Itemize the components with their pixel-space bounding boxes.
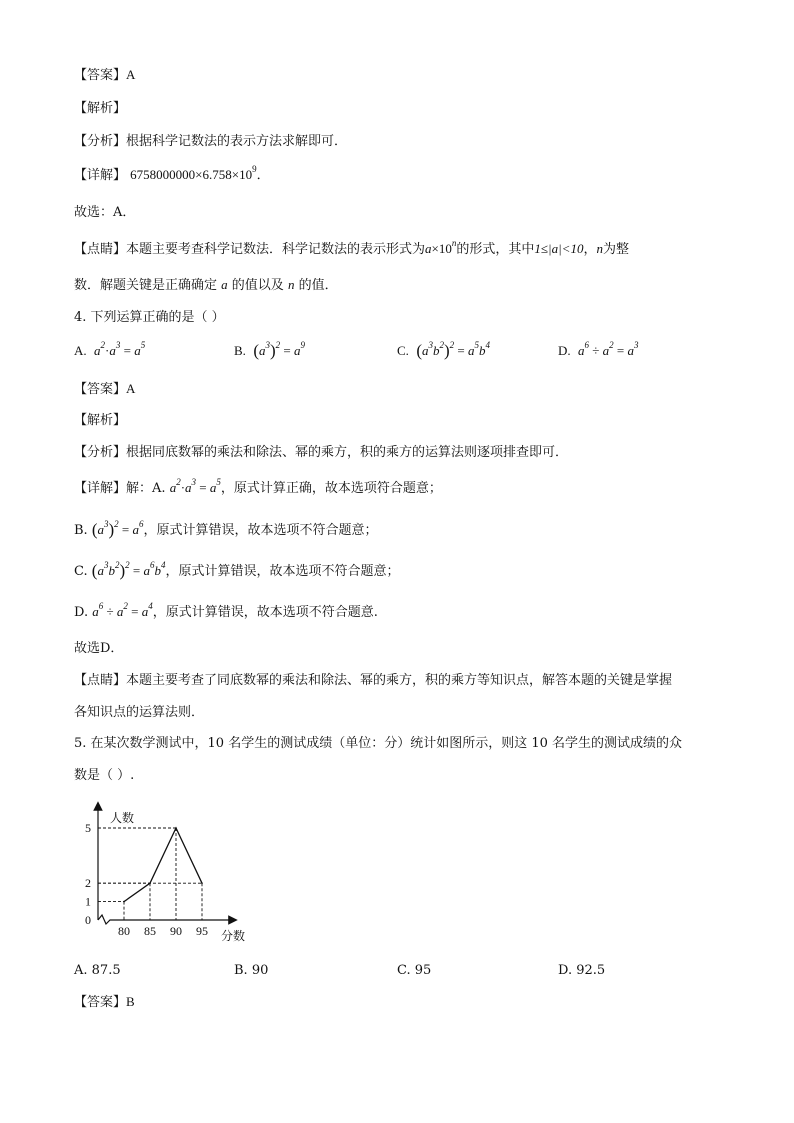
q5-option-a: A. 87.5: [74, 963, 121, 978]
comment-line-q4-1: 【点睛】本题主要考查了同底数幂的乘法和除法、幂的乘方，积的乘方等知识点，解答本题的关键是掌握: [74, 673, 673, 688]
answer-line-q4: 【答案】A: [74, 381, 136, 397]
y-tick-label: 2: [85, 876, 91, 891]
result-line-q4: 故选D．: [74, 641, 124, 656]
comment-tag: 【点睛】: [74, 242, 127, 257]
x-tick-label: 80: [118, 924, 130, 938]
detail-line-q4-a: 【详解】解：A. $a^2\cdot a^3 = a^5$，原式计算正确，故本选项符合题意；: [74, 477, 442, 496]
comment-line-q3-1: 【点睛】本题主要考查科学记数法．科学记数法的表示形式为$a\times 10^n$的形式，其中1≤|a|<10，n为整: [74, 238, 629, 257]
question-5-stem-1: 5. 在某次数学测试中，10 名学生的测试成绩（单位：分）统计如图所示，则这 10 名学生的测试成绩的众: [74, 736, 683, 751]
q4-option-c-formula: $(a^3b^2)^2 = a^5b^4$: [416, 340, 490, 360]
score-line-chart: [70, 800, 270, 950]
y-tick-label: 1: [85, 894, 91, 909]
analysis-heading-q4: 【解析】: [74, 413, 127, 428]
analysis-heading: 【解析】: [74, 101, 127, 116]
answer-value: A: [126, 67, 136, 82]
detail-line-q4-b: B. $(a^3)^2 = a^6$，原式计算错误，故本选项不符合题意；: [74, 519, 378, 539]
x-tick-label: 90: [170, 924, 182, 938]
answer-tag: 【答案】: [74, 68, 127, 83]
chart-series: [123, 827, 203, 902]
q4-option-c: C. $(a^3b^2)^2 = a^5b^4$: [397, 340, 490, 360]
question-5-stem-2: 数是（ ）.: [74, 768, 135, 783]
result-line-q3: 故选：A．: [74, 205, 136, 220]
answer-line-q5: 【答案】B: [74, 994, 135, 1010]
fenxi-line-q3: 【分析】根据科学记数法的表示方法求解即可．: [74, 134, 348, 149]
q4-option-d-formula: $a^6 \div a^2 = a^3$: [574, 340, 639, 358]
x-tick-label: 95: [196, 924, 208, 938]
series-line: [124, 828, 202, 902]
q5-option-c: C. 95: [397, 963, 432, 978]
x-axis-label: 分数: [221, 929, 246, 943]
data-point: [123, 901, 125, 903]
q4-option-a-formula: $a^2\cdot a^3 = a^5$: [90, 340, 146, 358]
q4-option-b-formula: $(a^3)^2 = a^9$: [253, 340, 305, 360]
detail-tag: 【详解】: [74, 168, 127, 183]
q5-option-b: B. 90: [234, 963, 269, 978]
fenxi-line-q4: 【分析】根据同底数幂的乘法和除法、幂的乘方，积的乘方的运算法则逐项排查即可．: [74, 445, 569, 460]
q4-option-d: D. $a^6 \div a^2 = a^3$: [558, 340, 639, 358]
x-tick-label: 85: [144, 924, 156, 938]
y-tick-label: 0: [85, 913, 91, 927]
chart-labels: [85, 810, 245, 943]
detail-line-q4-c: C. $(a^3b^2)^2 = a^6b^4$，原式计算错误，故本选项不符合题意；: [74, 560, 400, 580]
answer-line-q3: [74, 66, 135, 85]
comment-line-q3-2: 数．解题关键是正确确定 a 的值以及 n 的值．: [74, 277, 338, 293]
question-4-stem: 4. 下列运算正确的是（ ）: [74, 310, 225, 325]
y-axis-label: 人数: [110, 811, 135, 825]
x-axis: [98, 915, 233, 924]
comment-line-q4-2: 各知识点的运算法则．: [74, 705, 205, 720]
chart-guides: [98, 828, 202, 920]
y-tick-label: 5: [85, 821, 91, 835]
fenxi-tag: 【分析】: [74, 134, 127, 149]
data-point: [175, 827, 177, 829]
detail-line-q4-d: D. $a^6 \div a^2 = a^4$，原式计算错误，故本选项不符合题意.: [74, 601, 378, 620]
data-point: [201, 882, 203, 884]
q5-option-d: D. 92.5: [558, 963, 606, 978]
q4-option-b: B. $(a^3)^2 = a^9$: [234, 340, 305, 360]
detail-line-q3: 【详解】 $6758000000\times 6.758\times 10^9$．: [74, 164, 270, 183]
data-point: [149, 882, 151, 884]
q4-option-a: A. $a^2\cdot a^3 = a^5$: [74, 340, 146, 358]
